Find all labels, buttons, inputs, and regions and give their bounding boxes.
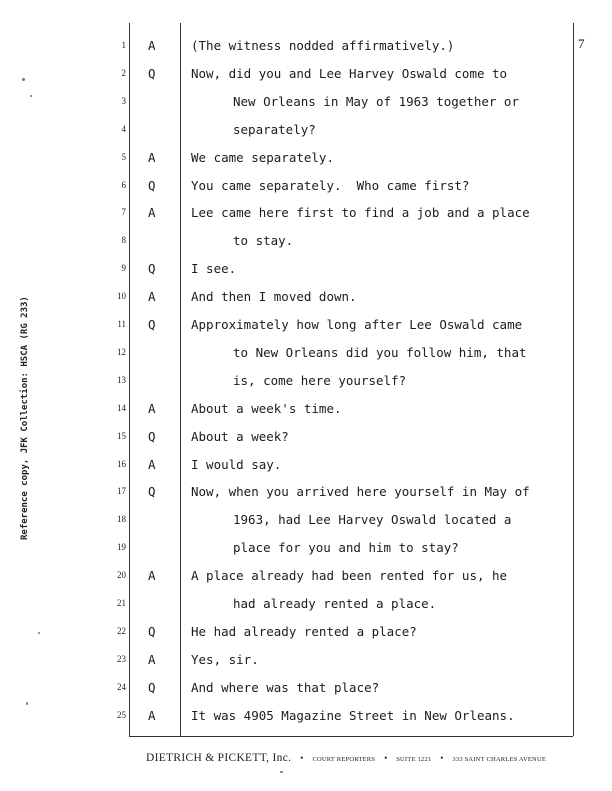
transcript-line xyxy=(0,199,612,226)
line-number: 15 xyxy=(117,430,126,441)
transcript-line xyxy=(0,562,612,589)
line-text: About a week's time. xyxy=(191,400,342,416)
line-text: Now, did you and Lee Harvey Oswald come to xyxy=(191,65,508,81)
line-number: 19 xyxy=(117,542,126,553)
line-text: place for you and him to stay? xyxy=(233,540,459,556)
line-number: 3 xyxy=(121,95,126,106)
scan-speck xyxy=(26,702,28,705)
footer-separator: • xyxy=(300,753,304,763)
speaker-label: Q xyxy=(148,428,156,444)
speaker-label: A xyxy=(148,568,156,584)
speaker-label: Q xyxy=(148,679,156,695)
footer-court-reporters: COURT REPORTERS xyxy=(312,756,376,763)
transcript-line xyxy=(0,116,612,143)
scan-speck xyxy=(280,771,283,773)
line-number: 10 xyxy=(117,291,126,302)
transcript-line xyxy=(0,255,612,282)
line-number: 14 xyxy=(117,402,126,413)
side-reference-text: Reference copy, JFK Collection: HSCA (RG 233) xyxy=(20,296,30,540)
line-number: 11 xyxy=(117,319,126,329)
line-number: 20 xyxy=(117,570,126,581)
transcript-line xyxy=(0,451,612,478)
transcript-line xyxy=(0,395,612,422)
line-text: About a week? xyxy=(191,428,289,444)
line-text: (The witness nodded affirmatively.) xyxy=(191,38,455,53)
transcript-line xyxy=(0,646,612,673)
line-number: 8 xyxy=(121,235,126,246)
transcript-line xyxy=(0,423,612,450)
speaker-label: A xyxy=(148,38,156,53)
line-text: And then I moved down. xyxy=(191,289,357,305)
transcript-line xyxy=(0,32,612,59)
line-text: Approximately how long after Lee Oswald came xyxy=(191,317,523,332)
transcript-line xyxy=(0,534,612,561)
line-number: 24 xyxy=(117,681,126,692)
line-number: 7 xyxy=(121,207,126,218)
speaker-label: A xyxy=(148,289,156,305)
scan-speck xyxy=(30,95,32,97)
speaker-label: Q xyxy=(148,261,156,277)
footer-firm-name: DIETRICH & PICKETT, Inc. xyxy=(146,752,292,764)
line-text: It was 4905 Magazine Street in New Orleans. xyxy=(191,707,515,723)
speaker-label: Q xyxy=(148,177,156,193)
transcript-line xyxy=(0,478,612,505)
transcript-line xyxy=(0,311,612,338)
line-number: 22 xyxy=(117,625,126,636)
scan-speck xyxy=(38,632,40,634)
line-text: We came separately. xyxy=(191,149,334,165)
line-text: separately? xyxy=(233,121,316,137)
line-text: had already rented a place. xyxy=(233,596,437,611)
speaker-label: Q xyxy=(148,65,156,81)
page-number: 7 xyxy=(578,36,585,51)
line-text: He had already rented a place? xyxy=(191,623,417,639)
line-text: And where was that place? xyxy=(191,679,380,695)
line-text: New Orleans in May of 1963 together or xyxy=(233,93,519,109)
line-text: to New Orleans did you follow him, that xyxy=(233,344,527,360)
line-number: 17 xyxy=(117,486,126,497)
line-text: I see. xyxy=(191,261,237,277)
footer xyxy=(146,748,586,766)
line-text: to stay. xyxy=(233,233,294,249)
line-number: 5 xyxy=(121,151,126,162)
transcript-line xyxy=(0,60,612,87)
line-text: Lee came here first to find a job and a place xyxy=(191,205,530,221)
speaker-label: A xyxy=(148,707,156,723)
footer-address: 333 SAINT CHARLES AVENUE xyxy=(452,756,547,763)
transcript-line xyxy=(0,702,612,729)
speaker-label: A xyxy=(148,456,156,472)
transcript-line xyxy=(0,227,612,254)
speaker-label: Q xyxy=(148,317,156,332)
footer-suite: SUITE 1221 xyxy=(396,756,432,763)
speaker-label: A xyxy=(148,400,156,416)
scan-speck xyxy=(22,78,25,81)
transcript-line xyxy=(0,618,612,645)
speaker-label: Q xyxy=(148,484,156,500)
line-number: 13 xyxy=(117,374,126,385)
line-number: 18 xyxy=(117,514,126,525)
bottom-rule xyxy=(129,736,573,737)
line-number: 23 xyxy=(117,653,126,664)
transcript-line xyxy=(0,590,612,617)
line-number: 25 xyxy=(117,709,126,720)
line-number: 1 xyxy=(121,40,126,50)
line-text: A place already had been rented for us, he xyxy=(191,568,508,584)
speaker-label: A xyxy=(148,205,156,221)
line-text: Now, when you arrived here yourself in May of xyxy=(191,484,530,500)
footer-separator: • xyxy=(384,753,388,763)
speaker-label: A xyxy=(148,651,156,667)
transcript-line xyxy=(0,283,612,310)
line-text: is, come here yourself? xyxy=(233,372,407,388)
line-number: 16 xyxy=(117,458,126,469)
footer-separator: • xyxy=(440,753,444,763)
line-text: You came separately. Who came first? xyxy=(191,177,470,193)
line-text: 1963, had Lee Harvey Oswald located a xyxy=(233,512,512,528)
line-number: 21 xyxy=(117,598,126,608)
transcript-line xyxy=(0,339,612,366)
line-number: 2 xyxy=(121,67,126,78)
transcript-line xyxy=(0,367,612,394)
transcript-line xyxy=(0,144,612,171)
transcript-line xyxy=(0,506,612,533)
line-text: I would say. xyxy=(191,456,282,472)
line-number: 12 xyxy=(117,346,126,357)
transcript-line xyxy=(0,674,612,701)
line-number: 9 xyxy=(121,263,126,274)
line-number: 6 xyxy=(121,179,126,190)
line-number: 4 xyxy=(121,123,126,134)
speaker-label: Q xyxy=(148,623,156,639)
transcript-line xyxy=(0,88,612,115)
line-text: Yes, sir. xyxy=(191,651,259,667)
transcript-line xyxy=(0,172,612,199)
speaker-label: A xyxy=(148,149,156,165)
